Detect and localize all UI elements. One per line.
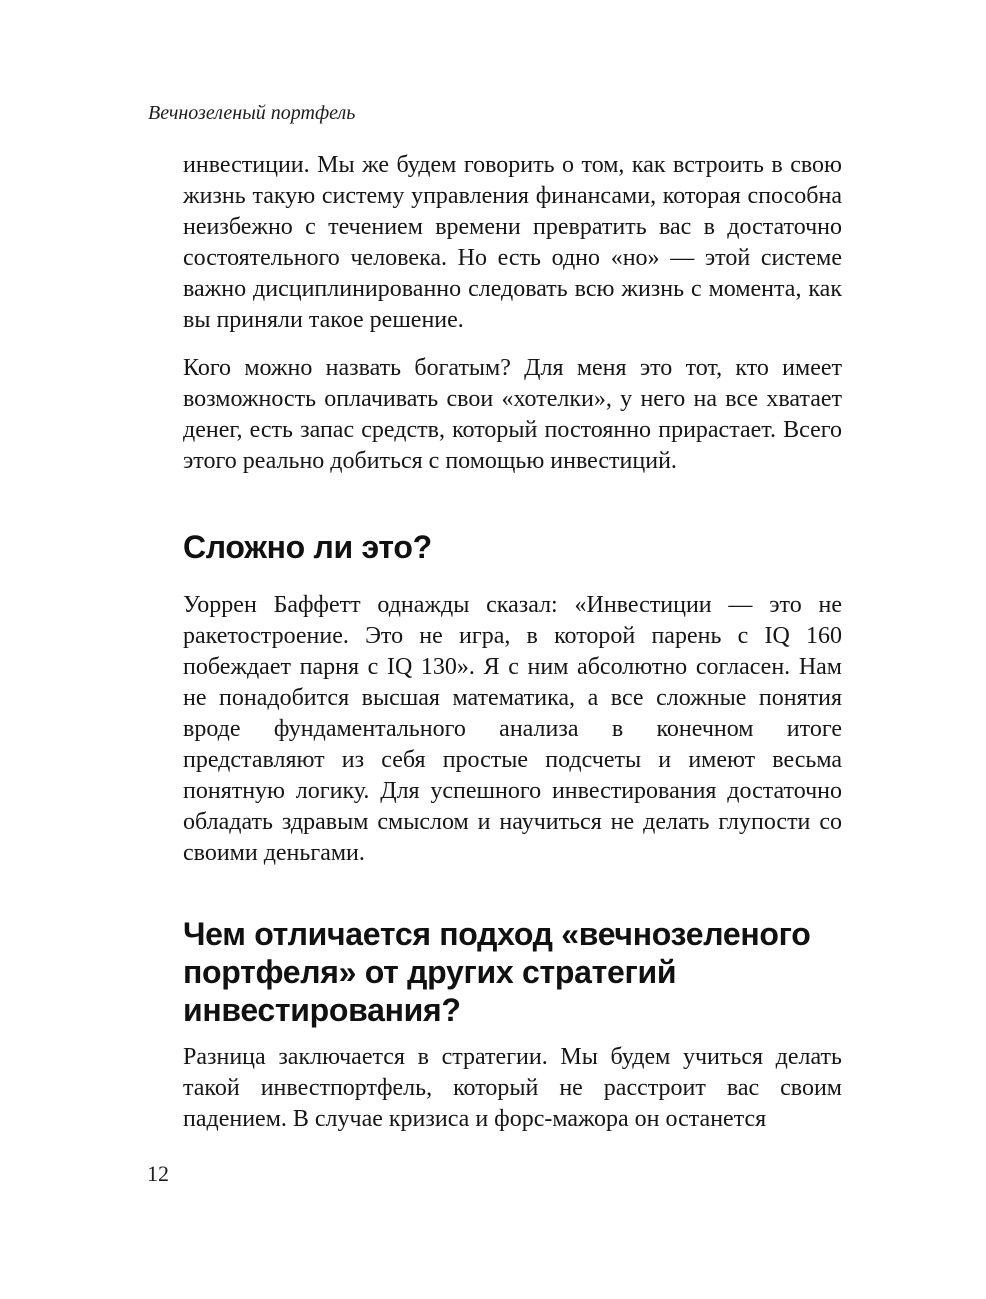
- section-heading-slozhno-li-eto: Сложно ли это?: [183, 529, 432, 565]
- page-number: 12: [147, 1161, 169, 1186]
- body-paragraph-2: Кого можно назвать богатым? Для меня это тот, кто имеет возможность оплачивать свои «хотелки», у него на все хватает денег, есть запас средств, который постоянно прирастает. Всего этого реально добиться с помощью инвестиций.: [183, 355, 842, 474]
- section-heading-chem-otlichaetsya: Чем отличается подход «вечнозеленого портфеля» от других стратегий инвестирования?: [183, 916, 811, 1028]
- body-paragraph-3: Уоррен Баффетт однажды сказал: «Инвестиции — это не ракетостроение. Это не игра, в которой парень с IQ 160 побеждает парня с IQ 130». Я с ним абсолютно согласен. Нам не понадобится высшая математика, а все сложные понятия вроде фундаментального анализа в конечном итоге представляют из себя простые подсчеты и имеют весьма понятную логику. Для успешного инвестирования достаточно обладать здравым смыслом и научиться не делать глупости со своими деньгами.: [183, 592, 842, 866]
- body-paragraph-1: инвестиции. Мы же будем говорить о том, как встроить в свою жизнь такую систему управления финансами, которая способна неизбежно с течением времени превратить вас в достаточно состоятельного человека. Но есть одно «но» — этой системе важно дисциплинированно следовать всю жизнь с момента, как вы приняли такое решение.: [183, 152, 842, 333]
- body-paragraph-4: Разница заключается в стратегии. Мы будем учиться делать такой инвестпортфель, который не расстроит вас своим падением. В случае кризиса и форс-мажора он останется: [183, 1044, 842, 1132]
- running-header: Вечнозеленый портфель: [148, 102, 356, 124]
